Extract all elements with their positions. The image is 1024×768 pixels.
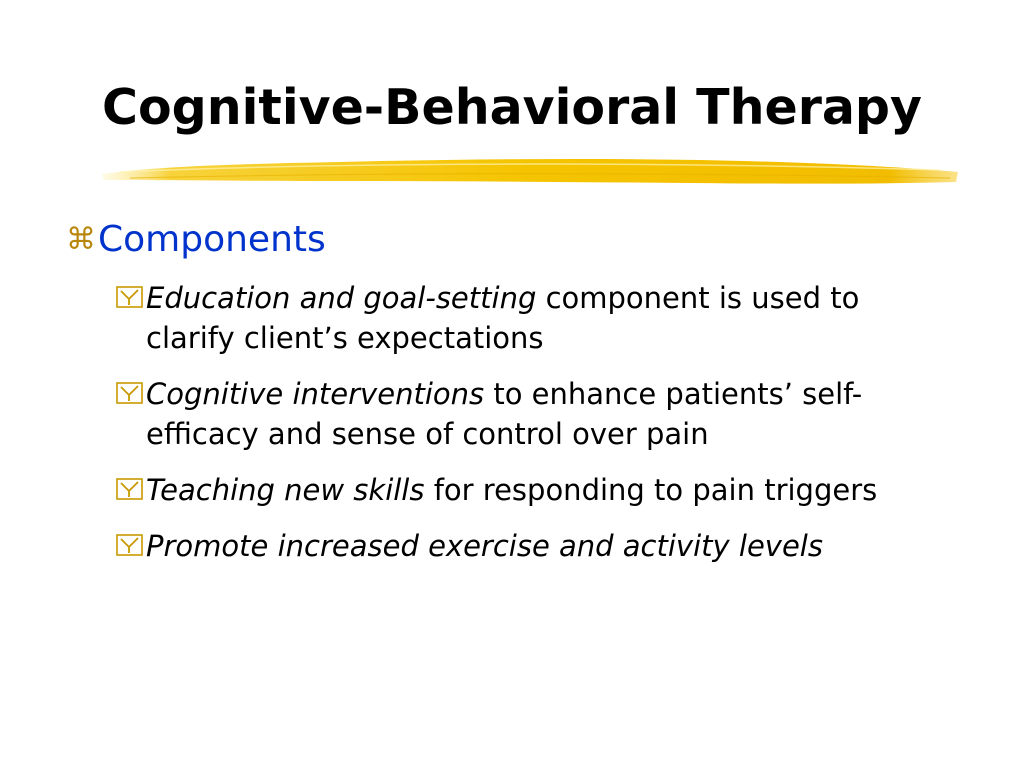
- bullet-components-label: Components: [98, 219, 326, 260]
- sub-bullet-exercise: [116, 526, 916, 566]
- checkbox-bullet-icon: [116, 382, 143, 404]
- bullet-components: [66, 218, 326, 262]
- checkbox-bullet-icon: [116, 478, 143, 500]
- sub-bullet-list: [116, 278, 916, 582]
- sub-bullet-text: to enhance patients’ self-efficacy and sense of control over pain: [146, 377, 863, 451]
- checkbox-bullet-icon: [116, 534, 143, 556]
- title-highlight-stroke: [100, 150, 960, 192]
- command-bullet-icon: ⌘: [66, 222, 96, 257]
- sub-bullet-italic-text: Promote increased exercise and activity levels: [146, 529, 823, 563]
- sub-bullet-skills: [116, 470, 916, 510]
- sub-bullet-education: [116, 278, 916, 358]
- sub-bullet-italic-text: Education and goal-setting: [146, 281, 537, 315]
- sub-bullet-cognitive: [116, 374, 916, 454]
- slide-title: Cognitive-Behavioral Therapy: [102, 79, 922, 136]
- sub-bullet-text: component is used to clarify client’s expectations: [146, 281, 860, 355]
- sub-bullet-italic-text: Cognitive interventions: [146, 377, 485, 411]
- sub-bullet-italic-text: Teaching new skills: [146, 473, 425, 507]
- checkbox-bullet-icon: [116, 286, 143, 308]
- sub-bullet-text: for responding to pain triggers: [424, 473, 878, 507]
